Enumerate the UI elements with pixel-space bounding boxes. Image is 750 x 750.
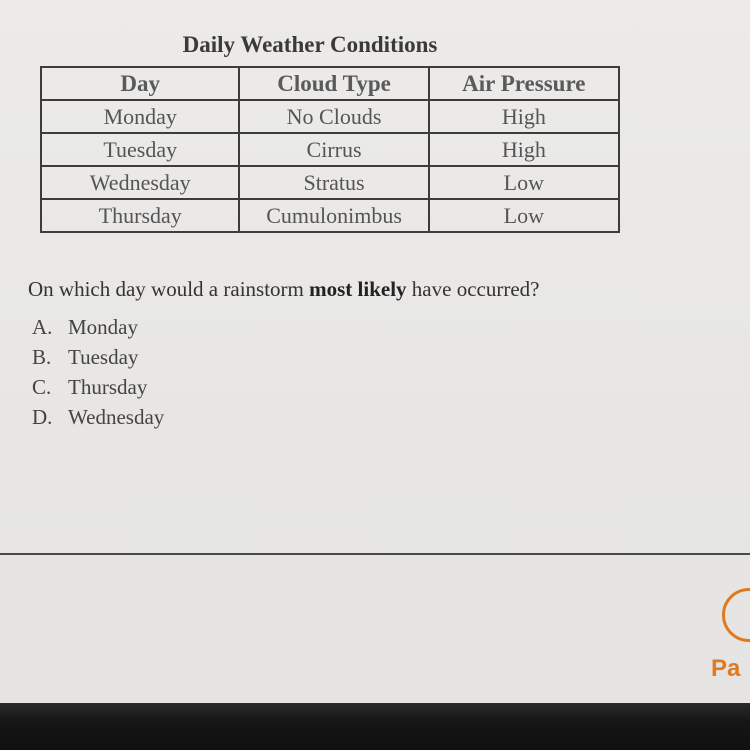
table-row: [41, 100, 619, 133]
question-text: [28, 277, 539, 302]
choice-label: Wednesday: [68, 405, 165, 429]
choice-b[interactable]: [32, 342, 164, 372]
cell-air-pressure: Low: [429, 166, 619, 199]
cell-day: Thursday: [41, 199, 239, 232]
table-row: [41, 133, 619, 166]
header-day: Day: [41, 67, 239, 100]
choice-label: Thursday: [68, 375, 148, 399]
table-row: [41, 199, 619, 232]
cell-day: Wednesday: [41, 166, 239, 199]
cell-air-pressure: High: [429, 100, 619, 133]
choice-letter: D.: [32, 405, 53, 429]
cell-air-pressure: High: [429, 133, 619, 166]
table-header-row: [41, 67, 619, 100]
weather-table: [40, 66, 620, 233]
cell-cloud-type: No Clouds: [239, 100, 428, 133]
choice-letter: A.: [32, 315, 53, 339]
cell-cloud-type: Cirrus: [239, 133, 428, 166]
cell-cloud-type: Stratus: [239, 166, 428, 199]
choice-letter: C.: [32, 375, 52, 399]
choice-d[interactable]: [32, 402, 164, 432]
answer-choices: [32, 312, 164, 432]
header-air-pressure: Air Pressure: [429, 67, 619, 100]
nav-button-label[interactable]: Pa: [711, 655, 741, 682]
choice-label: Monday: [68, 315, 138, 339]
question-text-start: On which day would a rainstorm: [28, 277, 310, 301]
table-row: [41, 166, 619, 199]
screen-bezel: [0, 703, 750, 750]
choice-label: Tuesday: [68, 345, 139, 369]
section-divider: [0, 553, 750, 555]
header-cloud-type: Cloud Type: [239, 67, 428, 100]
cell-air-pressure: Low: [429, 199, 619, 232]
cell-day: Tuesday: [41, 133, 239, 166]
choice-a[interactable]: [32, 312, 164, 342]
nav-circle-icon[interactable]: [722, 588, 750, 642]
cell-cloud-type: Cumulonimbus: [239, 199, 428, 232]
choice-c[interactable]: [32, 372, 164, 402]
question-emphasis: most likely: [309, 277, 407, 301]
cell-day: Monday: [41, 100, 239, 133]
choice-letter: B.: [32, 345, 52, 369]
table-title: Daily Weather Conditions: [182, 32, 438, 57]
question-text-end: have occurred?: [406, 277, 540, 301]
